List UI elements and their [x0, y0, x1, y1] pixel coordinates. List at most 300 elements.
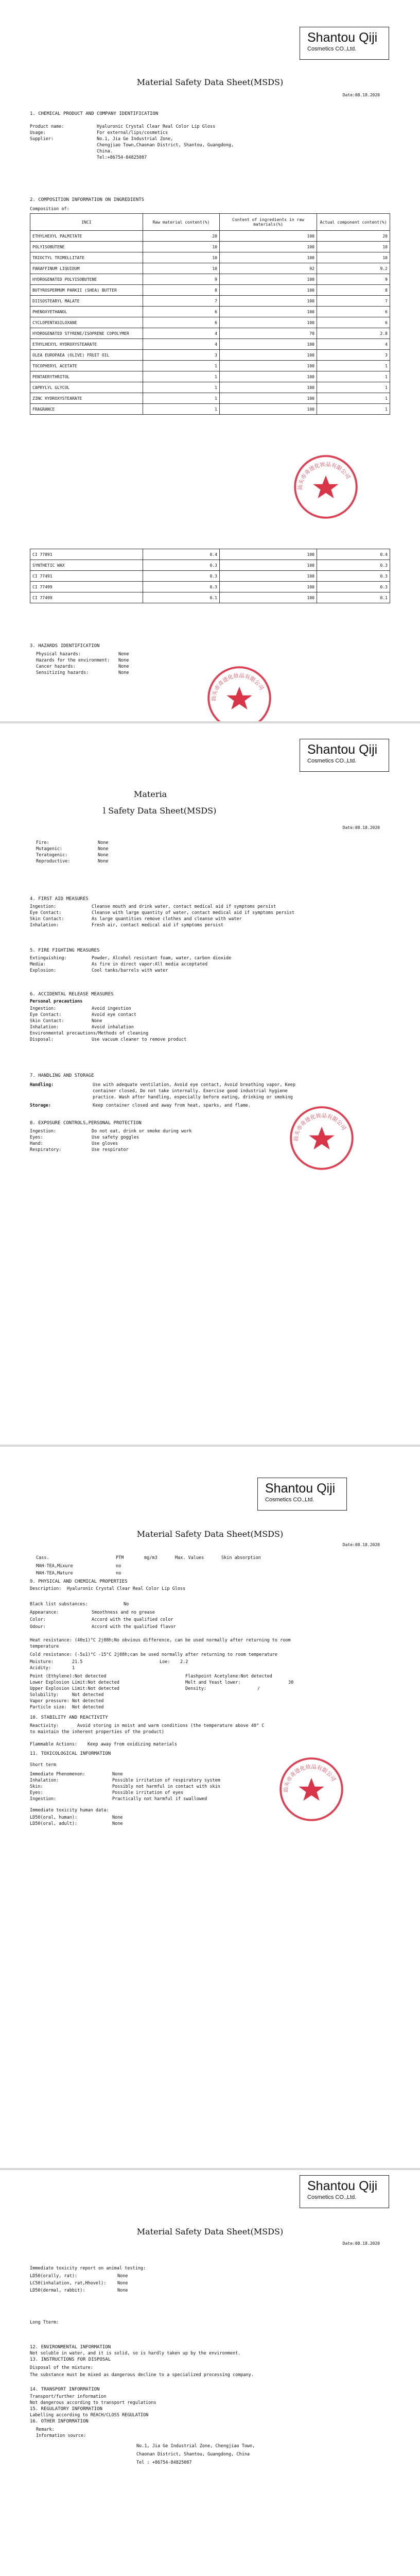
table-row — [30, 242, 390, 252]
company-seal-3 — [288, 1105, 355, 1172]
section-4-heading: 4. FIRST AID MEASURES — [30, 896, 89, 902]
page-3 — [0, 1447, 420, 2168]
mah-row-1: MAH-TEA,Mixure — [36, 1564, 73, 1569]
cell-raw: 3 — [143, 350, 220, 361]
handling-label: Handling: — [30, 1082, 54, 1088]
row-label: Ingestion: — [30, 1006, 57, 1011]
row-label: LD50(oral, human): — [30, 1815, 78, 1820]
cell-actual: 1 — [317, 393, 390, 404]
cell-content: 100 — [220, 582, 317, 592]
row-label: LD50(oral, adult): — [30, 1821, 78, 1826]
table-row — [30, 393, 390, 404]
cell-content: 100 — [220, 592, 317, 603]
row-label: LD50(dermal, rabbit): — [30, 2288, 85, 2293]
cell-actual: 0.3 — [317, 560, 390, 571]
row-label: Environmental precautions/Methods of cleaning — [30, 1031, 149, 1036]
row-label: Explosion: — [30, 968, 57, 973]
section-14-heading: 14. TRANSPORT INFORMATION — [30, 2387, 100, 2392]
row-label: Cancer hazards: — [36, 664, 76, 669]
section-13-text: The substance must be mixed as dangerous decline to a specialized processing company. — [30, 2372, 254, 2378]
row-label: Odour: — [30, 1624, 46, 1630]
row-label: Inhalation: — [30, 1025, 59, 1030]
cell-actual: 2.8 — [317, 328, 390, 339]
cell-inci: OLEA EUROPAEA (OLIVE) FRUIT OIL — [30, 350, 143, 361]
table-row — [30, 560, 390, 571]
section-2-heading: 2. COMPOSITION INFORMATION ON INGREDIENTS — [30, 197, 145, 202]
cell-raw: 10 — [143, 242, 220, 252]
row-label: Inhalation: — [30, 923, 59, 928]
row-value: No.1, Jia Ge Industrial Zone, — [97, 137, 173, 142]
cell-content: 100 — [220, 296, 317, 307]
desc-value: Hyaluronic Crystal Clear Real Color Lip Gloss — [67, 1586, 186, 1591]
company-seal-4 — [278, 1756, 345, 1823]
row-value: None — [98, 859, 109, 864]
mah-row-2-val: no — [116, 1571, 121, 1576]
cell-content: 100 — [220, 317, 317, 328]
heat-resistance-2: temperature — [30, 1644, 59, 1649]
melt-value: 30 — [288, 1680, 294, 1685]
row-label: Extinguishing: — [30, 956, 67, 961]
page-1 — [0, 0, 420, 721]
row-value: Use vacuum cleaner to remove product — [92, 1037, 187, 1042]
document-title: Material Safety Data Sheet(MSDS) — [136, 77, 284, 87]
row-label: Product name: — [30, 124, 64, 129]
company-seal-2 — [206, 665, 273, 721]
vapor-value: Not detected — [72, 1699, 104, 1704]
row-label: Physical hazards: — [36, 652, 81, 657]
cell-inci: CI 77499 — [30, 592, 143, 603]
section-12-text: Not soluble in water, and it is solid, so is hardly taken up by the environment. — [30, 2351, 241, 2356]
table-row — [30, 404, 390, 415]
cell-inci: ETHYLHEXYL PALMITATE — [30, 231, 143, 242]
row-label: Eyes: — [30, 1790, 43, 1795]
cell-content: 100 — [220, 242, 317, 252]
row-label: Skin: — [30, 1784, 43, 1789]
svg-text:汕头市奇迹化妆品有限公司: 汕头市奇迹化妆品有限公司 — [292, 1112, 347, 1142]
cell-content: 100 — [220, 231, 317, 242]
remark-label: Remark: — [36, 2427, 55, 2432]
cell-raw: 0.3 — [143, 560, 220, 571]
black-list-value: No — [124, 1602, 129, 1607]
black-list-label: Black list substances: — [30, 1602, 88, 1607]
document-title: Material Safety Data Sheet(MSDS) — [136, 1529, 284, 1539]
row-value: None — [112, 1821, 123, 1826]
cell-actual: 0.3 — [317, 582, 390, 592]
cell-inci: PHENOXYETHANOL — [30, 307, 143, 317]
row-value: None — [118, 658, 129, 663]
tox-human-label: Immediate toxicity human data: — [30, 1808, 109, 1813]
row-label: Usage: — [30, 130, 46, 135]
company-seal — [292, 453, 359, 520]
desc-label: Description: — [30, 1586, 62, 1591]
cell-actual: 1 — [317, 361, 390, 371]
row-value: China. — [97, 149, 113, 154]
section-16-heading: 16. OTHER INFORMATION — [30, 2419, 89, 2424]
cell-raw: 0.3 — [143, 571, 220, 582]
row-value: None — [98, 840, 109, 845]
lower-explosion: Lower Explosion Limit:Not detected — [30, 1680, 119, 1685]
cell-raw: 20 — [143, 231, 220, 242]
cell-content: 100 — [220, 274, 317, 285]
row-value: None — [98, 846, 109, 852]
loe-label: Loe: — [160, 1659, 170, 1665]
row-value: None — [98, 853, 109, 858]
row-value: Powder, Alcohol resistant foam, water, carbon dioxide — [92, 956, 232, 961]
row-value: None — [118, 652, 129, 657]
long-term-label: Long Tterm: — [30, 2320, 59, 2325]
cell-actual: 1 — [317, 404, 390, 415]
document-title-part-1: Materia — [134, 789, 167, 799]
cell-inci: ETHYLHEXYL HYDROXYSTEARATE — [30, 339, 143, 350]
document-date: Date:08.18.2020 — [342, 2241, 380, 2246]
table-row — [30, 296, 390, 307]
acidity-label: Acidity: — [30, 1666, 51, 1671]
cell-inci: DIISOSTEARYL MALATE — [30, 296, 143, 307]
cell-actual: 1 — [317, 382, 390, 393]
cell-raw: 1 — [143, 393, 220, 404]
table-row — [30, 317, 390, 328]
row-value: None — [118, 664, 129, 669]
row-label: LC50(inhalation, rat,Hhovel): — [30, 2281, 107, 2286]
row-value: Do not eat, drink or smoke during work — [92, 1129, 192, 1134]
cell-raw: 7 — [143, 296, 220, 307]
cell-inci: CI 77499 — [30, 582, 143, 592]
company-logo: Shantou Qiji Cosmetics CO.,Ltd. — [300, 739, 389, 772]
mah-row-1-val: no — [116, 1564, 121, 1569]
table-row — [30, 549, 390, 560]
cell-raw: 10 — [143, 263, 220, 274]
telephone: Tel : +86754-84825087 — [136, 2460, 192, 2465]
company-logo: Shantou Qiji Cosmetics CO.,Ltd. — [257, 1478, 347, 1511]
reactivity-label: Reactivity: — [30, 1723, 59, 1728]
hdr-ptm: PTM — [116, 1555, 124, 1561]
row-label: Ingestion: — [30, 1129, 57, 1134]
table-row — [30, 339, 390, 350]
row-value: Avoid eye contact — [92, 1012, 136, 1018]
loe-value: 2.2 — [180, 1659, 188, 1665]
mah-row-2: MAH-TEA,Mature — [36, 1571, 73, 1576]
svg-text:汕头市奇迹化妆品有限公司: 汕头市奇迹化妆品有限公司 — [296, 461, 352, 490]
row-label: Teratogenic: — [36, 853, 68, 858]
cell-actual: 10 — [317, 242, 390, 252]
storage-label: Storage: — [30, 1103, 51, 1108]
row-label: Eye Contact: — [30, 910, 62, 916]
cell-raw: 9 — [143, 274, 220, 285]
section-7-heading: 7. HANDLING AND STORAGE — [30, 1073, 94, 1078]
company-logo: Shantou Qiji Cosmetics CO.,Ltd. — [300, 2175, 389, 2208]
flashpoint: Flashpoint Acetylene:Not detected — [185, 1674, 272, 1679]
cold-resistance: Cold resistance: (-5±1)°C -15°C 2j08h;can be used normally after returning to room temperature — [30, 1652, 278, 1657]
row-label: Skin Contact: — [30, 917, 64, 922]
storage-text: Keep container closed and away from heat, sparks, and flame. — [93, 1103, 251, 1108]
row-label: Ingestion: — [30, 904, 57, 909]
cell-content: 100 — [220, 307, 317, 317]
document-date: Date:08.18.2020 — [342, 93, 380, 97]
cell-content: 100 — [220, 393, 317, 404]
document-title-part-2: l Safety Data Sheet(MSDS) — [103, 806, 217, 816]
document-date: Date:08.18.2020 — [342, 825, 380, 830]
cell-raw: 4 — [143, 328, 220, 339]
cell-inci: TOCOPHERYL ACETATE — [30, 361, 143, 371]
cell-inci: HYDROGENATED STYRENE/ISOPRENE COPOLYMER — [30, 328, 143, 339]
cell-content: 100 — [220, 549, 317, 560]
cell-content: 100 — [220, 285, 317, 296]
melt-label: Melt and Yeast lower: — [185, 1680, 241, 1685]
table-row — [30, 571, 390, 582]
row-label: Skin Contact: — [30, 1019, 64, 1024]
row-value: Practically not harmful if swallowed — [112, 1797, 207, 1802]
density-label: Density: — [185, 1686, 206, 1691]
row-label: Sensitizing hazards: — [36, 670, 89, 675]
section-6-heading: 6. ACCIDENTAL RELEASE MEASURES — [30, 992, 114, 997]
cell-actual: 0.1 — [317, 592, 390, 603]
row-value: As large quantities remove clothes and cleanse with water — [92, 917, 242, 922]
section-15-text: Labelling according to REACH/CLOSS REGULATION — [30, 2413, 149, 2418]
cell-inci: BUTYROSPERMUM PARKII (SHEA) BUTTER — [30, 285, 143, 296]
row-value: Use respirator — [92, 1147, 129, 1153]
table-row — [30, 361, 390, 371]
cell-inci: CI 77891 — [30, 549, 143, 560]
row-value: None — [117, 2274, 128, 2279]
cell-raw: 8 — [143, 285, 220, 296]
cell-raw: 1 — [143, 404, 220, 415]
row-value: Accord with the qualified flavor — [92, 1624, 176, 1630]
section-5-heading: 5. FIRE FIGHTING MEASURES — [30, 948, 100, 953]
cell-actual: 9.2 — [317, 263, 390, 274]
row-label: Eyes: — [30, 1135, 43, 1140]
row-label: Ingestion: — [30, 1797, 57, 1802]
row-label: LD50(orally, rat): — [30, 2274, 78, 2279]
cell-content: 100 — [220, 339, 317, 350]
cell-actual: 8 — [317, 285, 390, 296]
table-row — [30, 274, 390, 285]
cell-raw: 6 — [143, 317, 220, 328]
cell-inci: CAPRYLYL GLYCOL — [30, 382, 143, 393]
cell-inci: CI 77491 — [30, 571, 143, 582]
row-value: Avoid inhalation — [92, 1025, 134, 1030]
row-label: Respiratory: — [30, 1147, 62, 1153]
row-value: Possibly not harmful in contact with skin — [112, 1784, 220, 1789]
cell-content: 100 — [220, 382, 317, 393]
row-value: Use safety goggles — [92, 1135, 139, 1140]
cell-raw: 1 — [143, 382, 220, 393]
row-value: None — [117, 2288, 128, 2293]
particle-label: Particle size: — [30, 1705, 67, 1710]
composition-label: Composition of: — [30, 207, 69, 212]
table-row — [30, 285, 390, 296]
cell-inci: FRAGRANCE — [30, 404, 143, 415]
cell-actual: 10 — [317, 252, 390, 263]
row-value: Tel:+86754-84825087 — [97, 155, 147, 160]
cell-inci: ZINC HYDROXYSTEARATE — [30, 393, 143, 404]
table-row — [30, 263, 390, 274]
row-value: Possible irritation of respiratory system — [112, 1778, 220, 1783]
cell-actual: 20 — [317, 231, 390, 242]
section-9-heading: 9. PHYSICAL AND CHEMICAL PROPERTIES — [30, 1579, 128, 1584]
address-line-1: No.1, Jia Ge Industrial Zone, Chengjiao Town, — [136, 2444, 255, 2449]
solubility-label: Solubility: — [30, 1692, 59, 1698]
cell-inci: PARAFFINUM LIQUIDUM — [30, 263, 143, 274]
cell-inci: PENTAERYTHRITOL — [30, 371, 143, 382]
table-row — [30, 307, 390, 317]
row-value: Hyaluronic Crystal Clear Real Color Lip Gloss — [97, 124, 216, 129]
table-row — [30, 371, 390, 382]
hdr-skin: Skin absorption — [221, 1555, 261, 1561]
section-14-sub: Transport/further information — [30, 2394, 107, 2399]
table-row — [30, 252, 390, 263]
cell-content: 100 — [220, 571, 317, 582]
cell-actual: 0.4 — [317, 549, 390, 560]
moisture-label: Moisture: — [30, 1659, 54, 1665]
section-10-heading: 10. STABILITY AND REACTIVITY — [30, 1715, 108, 1720]
row-label: Supplier: — [30, 137, 54, 142]
section-8-heading: 8. EXPOSURE CONTROLS,PERSONAL PROTECTION — [30, 1121, 142, 1126]
hdr-mg: mg/m3 — [144, 1555, 157, 1561]
cell-inci: POLYISOBUTENE — [30, 242, 143, 252]
row-value: Fresh air, contact medical aid if symptoms persist — [92, 923, 223, 928]
moisture-value: 21.5 — [72, 1659, 83, 1665]
cell-actual: 0.3 — [317, 571, 390, 582]
row-label: Color: — [30, 1617, 46, 1622]
section-12-heading: 12. ENVIRONMENTAL INFORMATION — [30, 2345, 111, 2350]
section-15-heading: 15. REGULATORY INFORMATION — [30, 2406, 102, 2412]
row-value: Possible irritation of eyes — [112, 1790, 184, 1795]
cell-raw: 0.3 — [143, 582, 220, 592]
row-value: Cleanse with large quantity of water, contact medical aid if symptoms persist — [92, 910, 295, 916]
point-ethylene: Point (Ethylene):Not detected — [30, 1674, 107, 1679]
row-value: None — [112, 1772, 123, 1777]
row-value: Use gloves — [92, 1141, 118, 1146]
row-value: Cool tanks/barrels with water — [92, 968, 168, 973]
row-label: Disposal: — [30, 1037, 54, 1042]
cell-actual: 1 — [317, 371, 390, 382]
row-value: None — [117, 2281, 128, 2286]
col-actual: Actual component content(%) — [317, 214, 390, 231]
row-label: Immediate Phenomenon: — [30, 1772, 85, 1777]
cell-content: 92 — [220, 263, 317, 274]
table-row — [30, 592, 390, 603]
vapor-label: Vapor pressure: — [30, 1699, 69, 1704]
col-content: Content of ingredients in raw materials(%) — [220, 214, 317, 231]
table-row — [30, 328, 390, 339]
svg-text:汕头市奇迹化妆品有限公司: 汕头市奇迹化妆品有限公司 — [282, 1764, 337, 1793]
info-source-label: Information source: — [36, 2433, 86, 2438]
cell-raw: 0.1 — [143, 592, 220, 603]
table-row — [30, 582, 390, 592]
cell-actual: 6 — [317, 317, 390, 328]
section-3-heading: 3. HAZARDS IDENTIFICATION — [30, 643, 100, 649]
handling-line-2: container closed, Do not take internally. Exercise good industrial hygiene — [93, 1089, 288, 1094]
table-row — [30, 350, 390, 361]
acidity-value: 1 — [72, 1666, 75, 1671]
solubility-value: Not detected — [72, 1692, 104, 1698]
reactivity-line-2: to maintain the inherent properties of the product) — [30, 1730, 164, 1735]
row-value: Smoothness and no grease — [92, 1610, 155, 1615]
row-label: Inhalation: — [30, 1778, 59, 1783]
row-label: Eye Contact: — [30, 1012, 62, 1018]
document-date: Date:08.18.2020 — [342, 1543, 380, 1547]
short-term-label: Short term — [30, 1762, 57, 1768]
section-1-heading: 1. CHEMICAL PRODUCT AND COMPANY IDENTIFICATION — [30, 111, 159, 116]
row-value: None — [92, 1019, 102, 1024]
cell-raw: 1 — [143, 361, 220, 371]
cell-raw: 6 — [143, 307, 220, 317]
row-label: Reproductive: — [36, 859, 71, 864]
row-label: Appearance: — [30, 1610, 59, 1615]
hdr-cass: Cass. — [36, 1555, 49, 1561]
composition-table — [30, 213, 390, 415]
row-value: Avoid ingestion — [92, 1006, 131, 1011]
row-value: Accord with the qualified color — [92, 1617, 173, 1622]
flammable-value: Keep away from oxidizing materials — [87, 1742, 177, 1747]
cell-raw: 0.4 — [143, 549, 220, 560]
col-inci: INCI — [30, 214, 143, 231]
cell-content: 100 — [220, 350, 317, 361]
composition-table-continued — [30, 549, 390, 603]
cell-actual: 6 — [317, 307, 390, 317]
cell-content: 100 — [220, 404, 317, 415]
row-value: Chengjiao Town,Chaonan District, Shantou, Guangdong, — [97, 143, 234, 148]
section-11-heading: 11. TOXICOLOGICAL INFORMATION — [30, 1751, 111, 1756]
handling-line-1: Use with adequate ventilation, Avoid eye contact, Avoid breathing vapor, Keep — [93, 1082, 296, 1088]
cell-raw: 1 — [143, 371, 220, 382]
animal-tox-heading: Immediate toxicity report on animal testing: — [30, 2266, 146, 2271]
document-title: Material Safety Data Sheet(MSDS) — [136, 2227, 284, 2236]
hdr-max: Max. Values — [175, 1555, 204, 1561]
cell-actual: 3 — [317, 350, 390, 361]
cell-content: 100 — [220, 252, 317, 263]
page-4 — [0, 2170, 420, 2576]
svg-text:汕头市奇迹化妆品有限公司: 汕头市奇迹化妆品有限公司 — [210, 672, 265, 702]
col-raw: Raw material content(%) — [143, 214, 220, 231]
cell-content: 100 — [220, 371, 317, 382]
particle-value: Not detected — [72, 1705, 104, 1710]
cell-inci: SYNTHETIC WAX — [30, 560, 143, 571]
table-row — [30, 382, 390, 393]
section-13-sub: Disposal of the mixture: — [30, 2365, 93, 2370]
row-label: Hazards for the environment: — [36, 658, 110, 663]
cell-raw: 4 — [143, 339, 220, 350]
cell-inci: HYDROGENATED POLYISOBUTENE — [30, 274, 143, 285]
row-value: Cleanse mouth and drink water, contact medical aid if symptoms persist — [92, 904, 276, 909]
upper-explosion: Upper Explosion Limit:Not detected — [30, 1686, 119, 1691]
density-value: / — [257, 1686, 260, 1691]
cell-content: 100 — [220, 560, 317, 571]
cell-actual: 4 — [317, 339, 390, 350]
reactivity-line-1: Avoid storing in moist and warm conditions (the temperature above 40° C — [77, 1723, 265, 1728]
cell-inci: TRIOCTYL TRIMELLITATE — [30, 252, 143, 263]
section-6-sub: Personal precautions — [30, 999, 83, 1004]
section-13-heading: 13. INSTRUCTIONS FOR DISPOSAL — [30, 2357, 111, 2362]
row-value: None — [112, 1815, 123, 1820]
row-label: Hand: — [30, 1141, 43, 1146]
flammable-label: Flammable Actions: — [30, 1742, 78, 1747]
heat-resistance: Heat resistance: (40±1)°C 2j08h;No obvious difference, can be used normally after returning to room — [30, 1638, 291, 1643]
row-value: As fire in direct vapor:All media acceptated — [92, 962, 208, 967]
address-line-2: Chaonan District, Shantou, Guangdong, China — [136, 2452, 250, 2457]
row-value: For external/lips/cosmetics — [97, 130, 168, 135]
row-label: Media: — [30, 962, 46, 967]
row-value: None — [118, 670, 129, 675]
cell-inci: CYCLOPENTASILOXANE — [30, 317, 143, 328]
cell-actual: 9 — [317, 274, 390, 285]
section-14-text: Not dangerous according to transport regulations — [30, 2400, 156, 2405]
page-2 — [0, 723, 420, 1445]
cell-actual: 7 — [317, 296, 390, 307]
cell-content: 70 — [220, 328, 317, 339]
company-logo: Shantou Qiji Cosmetics CO.,Ltd. — [300, 27, 389, 60]
row-label: Fire: — [36, 840, 49, 845]
